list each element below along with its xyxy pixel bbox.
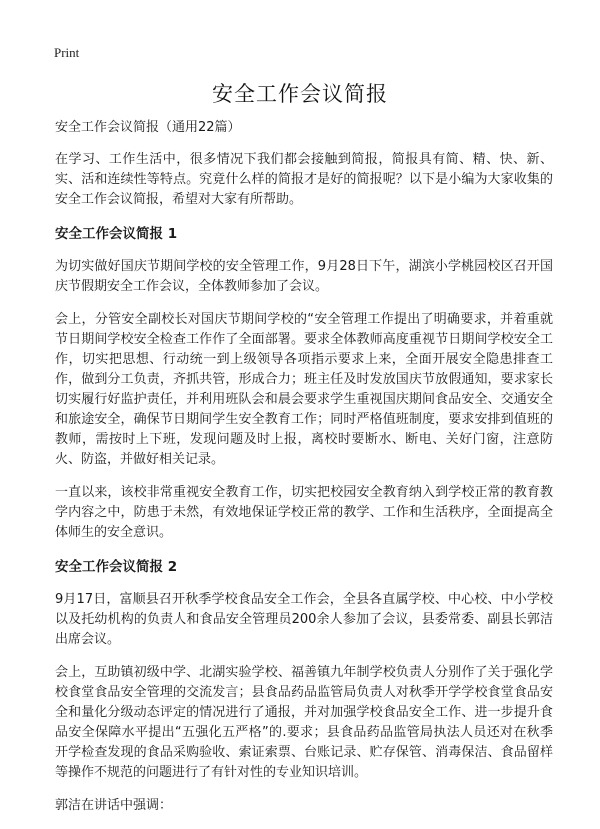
section-2-paragraph-3: 郭洁在讲话中强调：: [55, 798, 173, 813]
section-1-paragraph-3: 一直以来，该校非常重视安全教育工作，切实把校园安全教育纳入到学校正常的教育教学内容之中，防患于未然，有效地保证学校正常的教学、工作和生活秩序，全面提高全体师生的安全意识。: [55, 485, 553, 540]
section-2-paragraph-2: 会上，互助镇初级中学、北湖实验学校、福善镇九年制学校负责人分别作了关于强化学校食堂食品安全管理的交流发言；县食品药品监管局负责人对秋季开学学校食堂食品安全和量化分级动态评定的情况进行了通报，并对加强学校食品安全工作、进一步提升食品安全保障水平提出“五强化五严格”的.要求；县食品药品监管局执法人员还对在秋季开学检查发现的食品采购验收、索证索票、台账记录、贮存保管、消毒保洁、食品留样等操作不规范的问题进行了有针对性的专业知识培训。: [55, 665, 553, 780]
article-body: [55, 118, 553, 829]
print-link[interactable]: Print: [54, 45, 80, 60]
section-1-paragraph-2: 会上，分管安全副校长对国庆节期间学校的“安全管理工作提出了明确要求，并着重就节日期间学校安全检查工作作了全面部署。要求全体教师高度重视节日期间学校安全工作，切实把思想、行动统一到上级领导各项指示要求上来，全面开展安全隐患排查工作，做到分工负责，齐抓共管，形成合力；班主任及时发放国庆节放假通知，要求家长切实履行好监护责任，并利用班队会和晨会要求学生重视国庆期间食品安全、交通安全和旅途安全，确保节日期间学生安全教育工作；同时严格值班制度，要求安排到值班的教师，需按时上下班，发现问题及时上报，离校时要断水、断电、关好门窗，注意防火、防盗，并做好相关记录。: [55, 312, 553, 467]
article-subtitle: 安全工作会议简报（通用22篇）: [55, 120, 241, 135]
page-title: 安全工作会议简报: [212, 82, 388, 106]
intro-paragraph: 在学习、工作生活中，很多情况下我们都会接触到简报，简报具有简、精、快、新、实、活和连续性等特点。究竟什么样的简报才是好的简报呢？以下是小编为大家收集的安全工作会议简报，希望对大家有所帮助。: [55, 152, 553, 207]
section-heading-2: 安全工作会议简报 2: [55, 559, 178, 575]
section-2-paragraph-1: 9月17日，富顺县召开秋季学校食品安全工作会，全县各直属学校、中心校、中小学校以及托幼机构的负责人和食品安全管理员200余人参加了会议，县委常委、副县长郭洁出席会议。: [55, 592, 553, 647]
section-1-paragraph-1: 为切实做好国庆节期间学校的安全管理工作，9月28日下午，湖滨小学桃园校区召开国庆节假期安全工作会议，全体教师参加了会议。: [55, 259, 553, 294]
section-heading-1: 安全工作会议简报 1: [55, 226, 178, 242]
